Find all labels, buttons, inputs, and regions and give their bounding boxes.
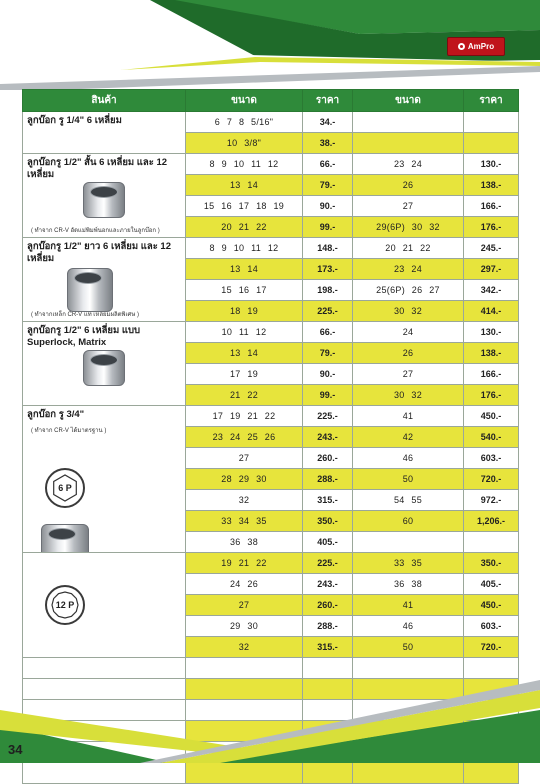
price-cell: 225.- bbox=[303, 553, 353, 574]
size-cell: 27 bbox=[186, 448, 303, 469]
header-product: สินค้า bbox=[23, 90, 186, 112]
empty-cell bbox=[23, 763, 186, 784]
size-cell: 27 bbox=[186, 595, 303, 616]
product-name: ลูกบ๊อกรู 1/2" 6 เหลี่ยม แบบ Superlock, Matrix bbox=[27, 325, 141, 348]
price-cell bbox=[464, 112, 519, 133]
size-cell bbox=[353, 133, 464, 154]
price-cell: 176.- bbox=[464, 217, 519, 238]
size-cell: 8 9 10 11 12 bbox=[186, 238, 303, 259]
twelve-point-badge bbox=[45, 585, 85, 625]
size-cell bbox=[353, 112, 464, 133]
price-cell: 297.- bbox=[464, 259, 519, 280]
size-cell: 46 bbox=[353, 448, 464, 469]
brand-logo bbox=[447, 37, 505, 56]
header-price-1: ราคา bbox=[303, 90, 353, 112]
price-cell: 245.- bbox=[464, 238, 519, 259]
size-cell: 23 24 bbox=[353, 154, 464, 175]
size-cell: 27 bbox=[353, 364, 464, 385]
brand-name: AmPro bbox=[467, 42, 495, 51]
size-cell: 13 14 bbox=[186, 343, 303, 364]
empty-cell bbox=[303, 763, 353, 784]
size-cell: 41 bbox=[353, 406, 464, 427]
table-row bbox=[23, 154, 519, 175]
size-cell: 42 bbox=[353, 427, 464, 448]
price-cell: 130.- bbox=[464, 322, 519, 343]
badge-label: 12 P bbox=[55, 600, 75, 610]
header-size-2: ขนาด bbox=[353, 90, 464, 112]
logo-icon bbox=[458, 43, 465, 50]
price-cell: 450.- bbox=[464, 406, 519, 427]
product-cell bbox=[23, 112, 186, 154]
socket-image bbox=[41, 524, 89, 553]
price-cell: 405.- bbox=[464, 574, 519, 595]
size-cell: 27 bbox=[353, 196, 464, 217]
price-cell: 90.- bbox=[303, 196, 353, 217]
price-cell: 99.- bbox=[303, 385, 353, 406]
size-cell: 26 bbox=[353, 175, 464, 196]
badge-label: 6 P bbox=[58, 483, 72, 493]
size-cell: 20 21 22 bbox=[186, 217, 303, 238]
product-name: ลูกบ๊อก รู 3/4" bbox=[27, 409, 85, 420]
size-cell: 60 bbox=[353, 511, 464, 532]
price-cell: 972.- bbox=[464, 490, 519, 511]
product-note: ( ทำจากเหล็ก CR-V แท้ เหลี่ยมผลิตพิเศษ ) bbox=[31, 312, 139, 318]
product-cell bbox=[23, 154, 186, 238]
product-cell bbox=[23, 322, 186, 406]
price-cell: 540.- bbox=[464, 427, 519, 448]
price-cell: 350.- bbox=[464, 553, 519, 574]
size-cell: 32 bbox=[186, 637, 303, 658]
table-row bbox=[23, 553, 519, 574]
price-cell: 130.- bbox=[464, 154, 519, 175]
price-cell: 66.- bbox=[303, 322, 353, 343]
price-cell bbox=[464, 532, 519, 553]
empty-cell bbox=[464, 763, 519, 784]
size-cell: 36 38 bbox=[353, 574, 464, 595]
price-cell: 173.- bbox=[303, 259, 353, 280]
price-cell: 79.- bbox=[303, 343, 353, 364]
price-cell: 260.- bbox=[303, 448, 353, 469]
price-cell: 260.- bbox=[303, 595, 353, 616]
size-cell: 20 21 22 bbox=[353, 238, 464, 259]
size-cell: 30 32 bbox=[353, 385, 464, 406]
product-note: ( ทำจาก CR-V อัดแม่พิมพ์นอกและภายในลูกบ๊อก ) bbox=[31, 228, 160, 234]
size-cell: 24 26 bbox=[186, 574, 303, 595]
price-cell: 243.- bbox=[303, 427, 353, 448]
product-cell bbox=[23, 238, 186, 322]
price-cell: 243.- bbox=[303, 574, 353, 595]
size-cell: 54 55 bbox=[353, 490, 464, 511]
table-row bbox=[23, 406, 519, 427]
price-cell: 350.- bbox=[303, 511, 353, 532]
price-cell: 603.- bbox=[464, 448, 519, 469]
table-header-row bbox=[23, 90, 519, 112]
price-cell: 342.- bbox=[464, 280, 519, 301]
product-cell bbox=[23, 406, 186, 553]
size-cell: 19 21 22 bbox=[186, 553, 303, 574]
size-cell: 24 bbox=[353, 322, 464, 343]
price-cell: 79.- bbox=[303, 175, 353, 196]
price-cell: 99.- bbox=[303, 217, 353, 238]
price-cell: 1,206.- bbox=[464, 511, 519, 532]
page-number: 34 bbox=[8, 742, 23, 757]
price-cell: 405.- bbox=[303, 532, 353, 553]
size-cell: 15 16 17 bbox=[186, 280, 303, 301]
size-cell: 13 14 bbox=[186, 175, 303, 196]
price-cell: 603.- bbox=[464, 616, 519, 637]
size-cell: 50 bbox=[353, 469, 464, 490]
price-cell: 450.- bbox=[464, 595, 519, 616]
product-name: ลูกบ๊อกรู 1/2" ยาว 6 เหลี่ยม และ 12 เหลี่ยม bbox=[27, 241, 172, 264]
socket-image bbox=[83, 182, 125, 218]
size-cell: 8 9 10 11 12 bbox=[186, 154, 303, 175]
empty-cell bbox=[186, 763, 303, 784]
product-cell bbox=[23, 553, 186, 658]
price-cell: 176.- bbox=[464, 385, 519, 406]
table-row bbox=[23, 238, 519, 259]
price-cell: 34.- bbox=[303, 112, 353, 133]
size-cell: 10 3/8" bbox=[186, 133, 303, 154]
size-cell: 36 38 bbox=[186, 532, 303, 553]
footer-swoosh bbox=[0, 650, 540, 763]
size-cell: 18 19 bbox=[186, 301, 303, 322]
price-cell: 288.- bbox=[303, 616, 353, 637]
size-cell: 17 19 bbox=[186, 364, 303, 385]
size-cell: 41 bbox=[353, 595, 464, 616]
size-cell: 26 bbox=[353, 343, 464, 364]
size-cell: 13 14 bbox=[186, 259, 303, 280]
table-row bbox=[23, 112, 519, 133]
price-cell bbox=[464, 133, 519, 154]
empty-row bbox=[23, 763, 519, 784]
size-cell: 10 11 12 bbox=[186, 322, 303, 343]
price-cell: 414.- bbox=[464, 301, 519, 322]
size-cell: 23 24 25 26 bbox=[186, 427, 303, 448]
price-cell: 315.- bbox=[303, 637, 353, 658]
six-point-badge bbox=[45, 468, 85, 508]
size-cell: 33 34 35 bbox=[186, 511, 303, 532]
price-cell: 66.- bbox=[303, 154, 353, 175]
size-cell bbox=[353, 532, 464, 553]
size-cell: 23 24 bbox=[353, 259, 464, 280]
size-cell: 32 bbox=[186, 490, 303, 511]
price-cell: 38.- bbox=[303, 133, 353, 154]
size-cell: 29 30 bbox=[186, 616, 303, 637]
price-cell: 720.- bbox=[464, 637, 519, 658]
size-cell: 6 7 8 5/16" bbox=[186, 112, 303, 133]
price-cell: 288.- bbox=[303, 469, 353, 490]
header-size-1: ขนาด bbox=[186, 90, 303, 112]
size-cell: 25(6P) 26 27 bbox=[353, 280, 464, 301]
size-cell: 15 16 17 18 19 bbox=[186, 196, 303, 217]
size-cell: 28 29 30 bbox=[186, 469, 303, 490]
size-cell: 50 bbox=[353, 637, 464, 658]
price-cell: 148.- bbox=[303, 238, 353, 259]
size-cell: 21 22 bbox=[186, 385, 303, 406]
size-cell: 46 bbox=[353, 616, 464, 637]
price-cell: 225.- bbox=[303, 301, 353, 322]
price-cell: 720.- bbox=[464, 469, 519, 490]
header-price-2: ราคา bbox=[464, 90, 519, 112]
socket-image bbox=[83, 350, 125, 386]
empty-cell bbox=[353, 763, 464, 784]
product-note: ( ทำจาก CR-V ได้มาตรฐาน ) bbox=[31, 428, 107, 434]
product-name: ลูกบ๊อก รู 1/4" 6 เหลี่ยม bbox=[27, 115, 122, 126]
table-row bbox=[23, 322, 519, 343]
price-cell: 90.- bbox=[303, 364, 353, 385]
price-cell: 166.- bbox=[464, 196, 519, 217]
size-cell: 33 35 bbox=[353, 553, 464, 574]
size-cell: 30 32 bbox=[353, 301, 464, 322]
price-cell: 138.- bbox=[464, 343, 519, 364]
product-name: ลูกบ๊อกรู 1/2" สั้น 6 เหลี่ยม และ 12 เหลี่ยม bbox=[27, 157, 168, 180]
price-cell: 198.- bbox=[303, 280, 353, 301]
socket-image bbox=[67, 268, 113, 312]
size-cell: 29(6P) 30 32 bbox=[353, 217, 464, 238]
price-cell: 166.- bbox=[464, 364, 519, 385]
price-cell: 225.- bbox=[303, 406, 353, 427]
price-cell: 315.- bbox=[303, 490, 353, 511]
price-cell: 138.- bbox=[464, 175, 519, 196]
size-cell: 17 19 21 22 bbox=[186, 406, 303, 427]
